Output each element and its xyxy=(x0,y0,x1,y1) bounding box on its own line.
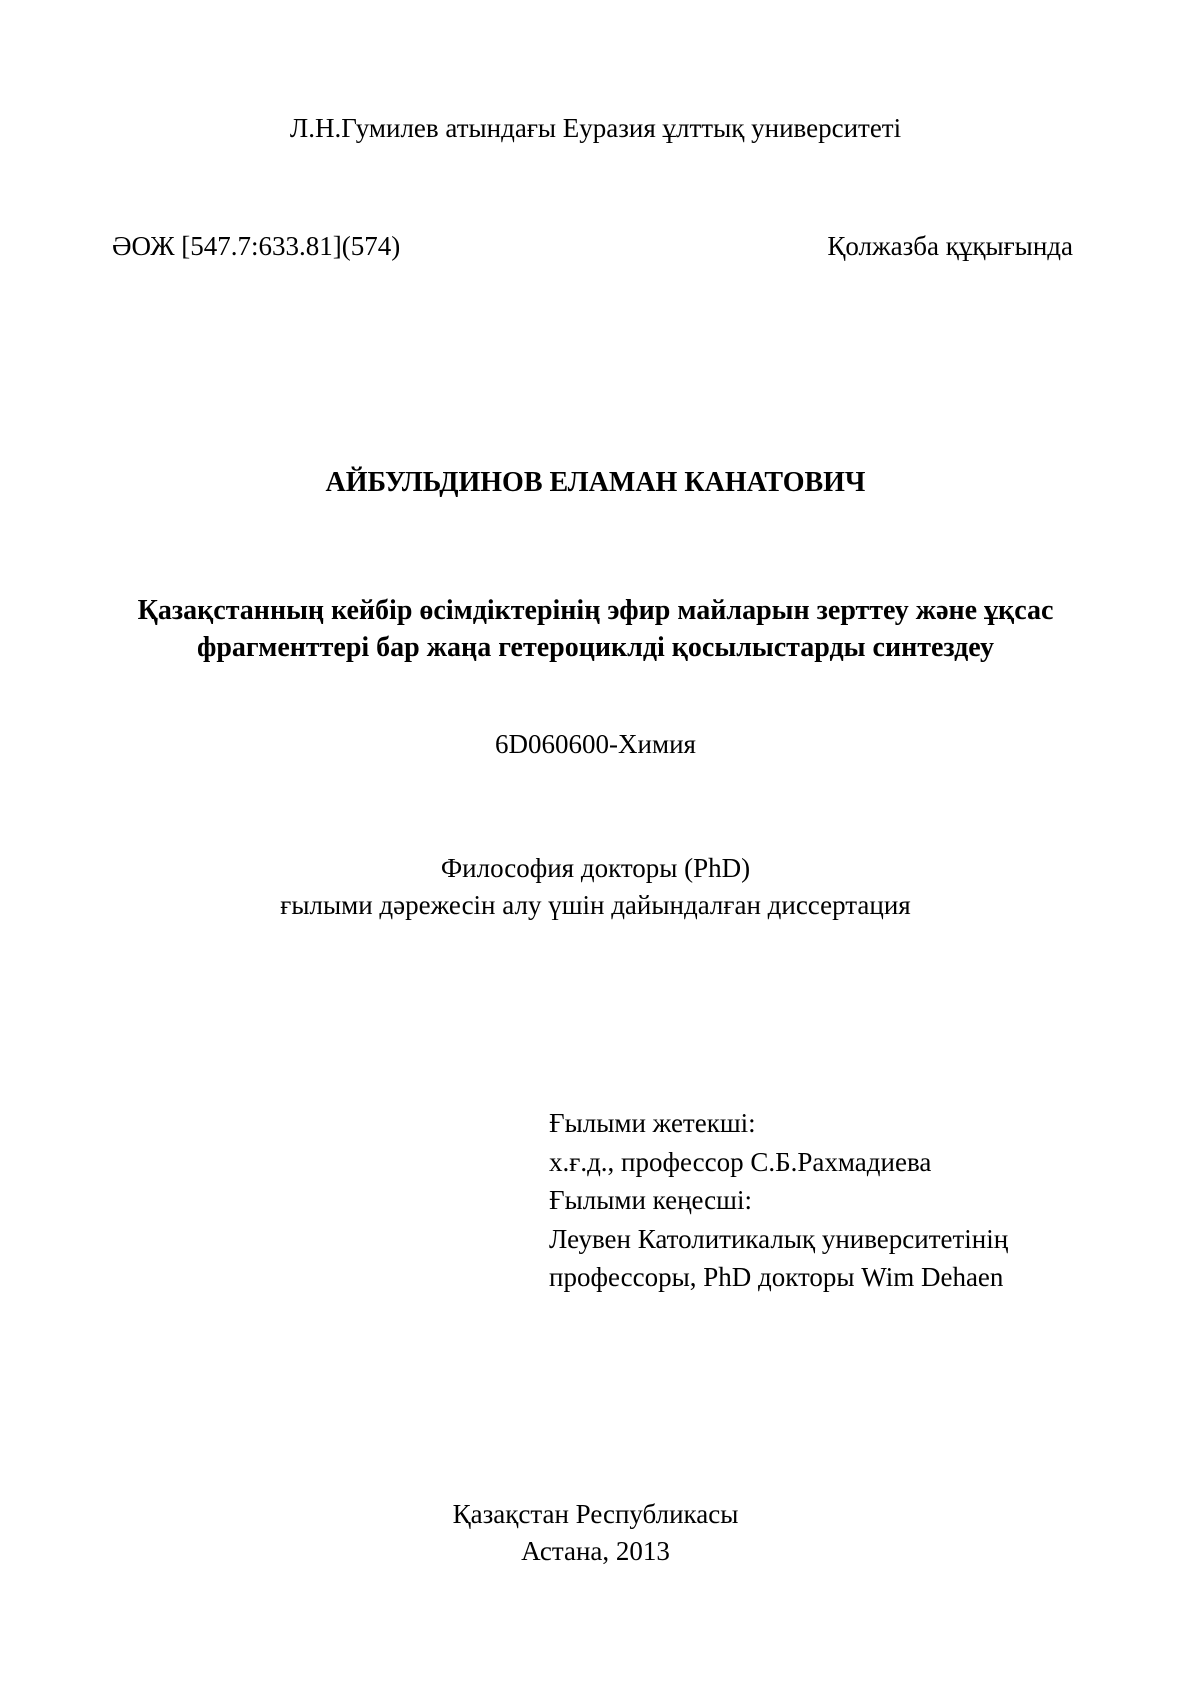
supervisor-name: х.ғ.д., профессор С.Б.Рахмадиева xyxy=(549,1146,932,1177)
footer-block xyxy=(0,1496,1191,1570)
supervisor-block xyxy=(549,1104,1008,1297)
advisor-label: Ғылыми кеңесші: xyxy=(549,1185,752,1215)
udc-row xyxy=(112,228,1073,264)
advisor-affiliation: Леувен Католитикалық университетінің xyxy=(549,1223,1009,1254)
manuscript-right-note: Қолжазба құқығында xyxy=(827,231,1073,261)
supervisor-label: Ғылыми жетекші: xyxy=(549,1108,756,1138)
city-and-year: Астана, 2013 xyxy=(521,1536,670,1566)
degree-statement-line-2: ғылыми дәрежесін алу үшін дайындалған диссертация xyxy=(280,890,911,920)
dissertation-title-line-1: Қазақстанның кейбір өсімдіктерінің эфир майларын зерттеу және ұқсас xyxy=(137,595,1054,626)
degree-statement-line-1: Философия докторы (PhD) xyxy=(440,853,751,883)
author-name: АЙБУЛЬДИНОВ ЕЛАМАН КАНАТОВИЧ xyxy=(325,467,866,498)
country-name: Қазақстан Республикасы xyxy=(452,1499,739,1529)
dissertation-title-line-2: фрагменттері бар жаңа гетероциклді қосылыстарды синтездеу xyxy=(196,632,995,663)
specialty-code: 6D060600-Химия xyxy=(495,729,696,759)
university-name: Л.Н.Гумилев атындағы Еуразия ұлттық университеті xyxy=(289,113,902,143)
udc-code: ӘОЖ [547.7:633.81](574) xyxy=(112,231,401,261)
advisor-name: профессоры, PhD докторы Wim Dehaen xyxy=(549,1262,1004,1292)
dissertation-title xyxy=(95,592,1096,666)
degree-statement xyxy=(0,850,1191,924)
